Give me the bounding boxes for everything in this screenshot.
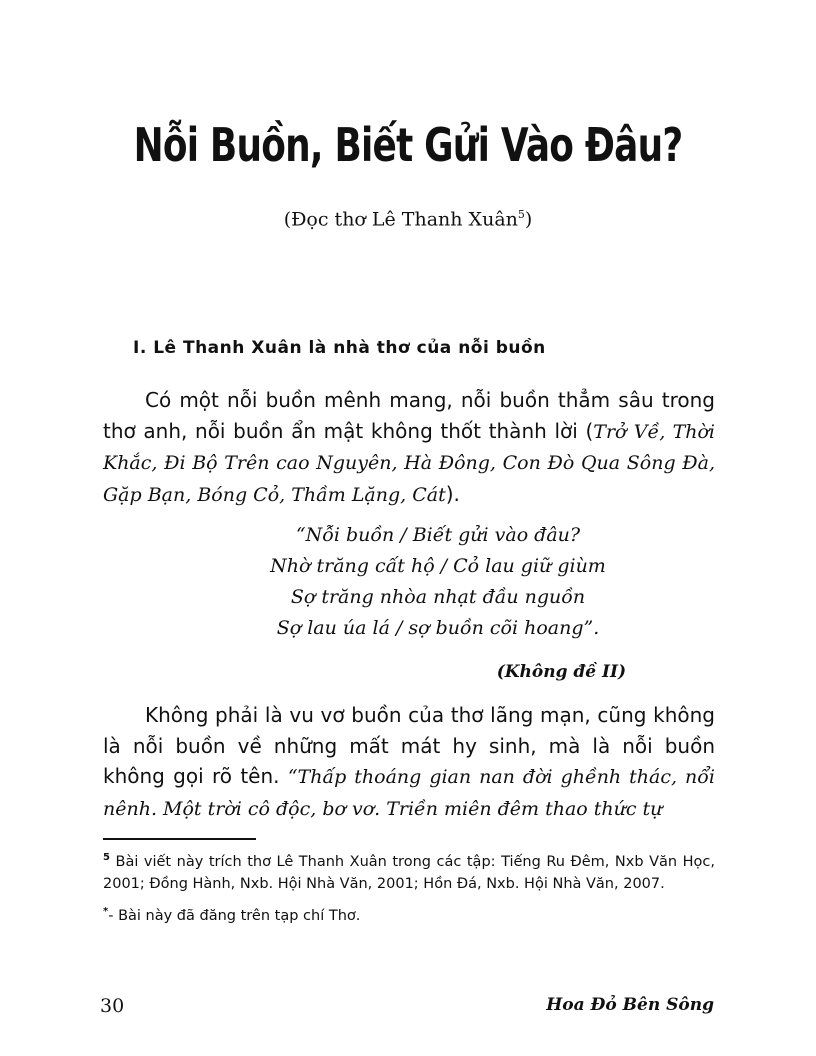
paragraph-2 [103,700,715,824]
footnote-item [103,847,715,895]
footnote-text: - Bài này đã đăng trên tạp chí Thơ. [108,907,361,924]
poem-line: Sợ lau úa lá / sợ buồn cõi hoang”. [276,617,600,639]
footnote-reference: 5 [517,208,525,221]
running-title: Hoa Đỏ Bên Sông [546,995,714,1015]
poem-line: Sợ trăng nhòa nhạt đầu nguồn [290,586,586,608]
footnote-item [103,901,715,927]
paragraph-1-body [103,385,715,510]
poem-line: Nhờ trăng cất hộ / Cỏ lau giữ giùm [270,555,606,577]
paragraph-1-end: ). [445,481,460,506]
paragraph-1 [103,385,715,510]
poem-line: “Nỗi buồn / Biết gửi vào đâu? [295,524,581,546]
section-heading: I. Lê Thanh Xuân là nhà thơ của nỗi buồn [133,338,546,358]
chapter-subtitle [0,208,816,230]
footnote-marker: 5 [103,852,110,863]
footnote-text: Bài viết này trích thơ Lê Thanh Xuân trong các tập: Tiếng Ru Đêm, Nxb Văn Học, 2001; Đồng Hành, Nxb. Hội Nhà Văn, 2001; Hồn Đá, Nxb. Hội Nhà Văn, 2007. [103,853,715,892]
poem-block [0,520,816,644]
chapter-title: Nỗi Buồn, Biết Gửi Vào Đâu? [133,118,683,172]
footnote-marker: * [103,905,109,917]
subtitle-close: ) [524,208,533,231]
subtitle-text: (Đọc thơ Lê Thanh Xuân [283,208,518,231]
page-number: 30 [100,995,125,1017]
paragraph-2-body [103,700,715,824]
poem-source: (Không đề II) [496,662,626,682]
paragraph-2-quote: “Thấp thoáng gian nan đời ghềnh thác, nổi nênh. Một trời cô độc, bơ vơ. Triền miên đêm thao thức tự [103,766,715,820]
footnotes [103,847,715,933]
footnote-divider [103,838,256,840]
paragraph-2-text: Không phải là vu vơ buồn của thơ lãng mạn, cũng không là nỗi buồn về những mất mát hy sinh, mà là nỗi buồn không gọi rõ tên. [103,703,715,788]
paragraph-1-text: Có một nỗi buồn mênh mang, nỗi buồn thẳm sâu trong thơ anh, nỗi buồn ẩn mật không thốt thành lời ( [103,388,715,443]
paragraph-1-works: Trở Về, Thời Khắc, Đi Bộ Trên cao Nguyên, Hà Đông, Con Đò Qua Sông Đà, Gặp Bạn, Bóng Cỏ, Thầm Lặng, Cát [103,420,716,506]
